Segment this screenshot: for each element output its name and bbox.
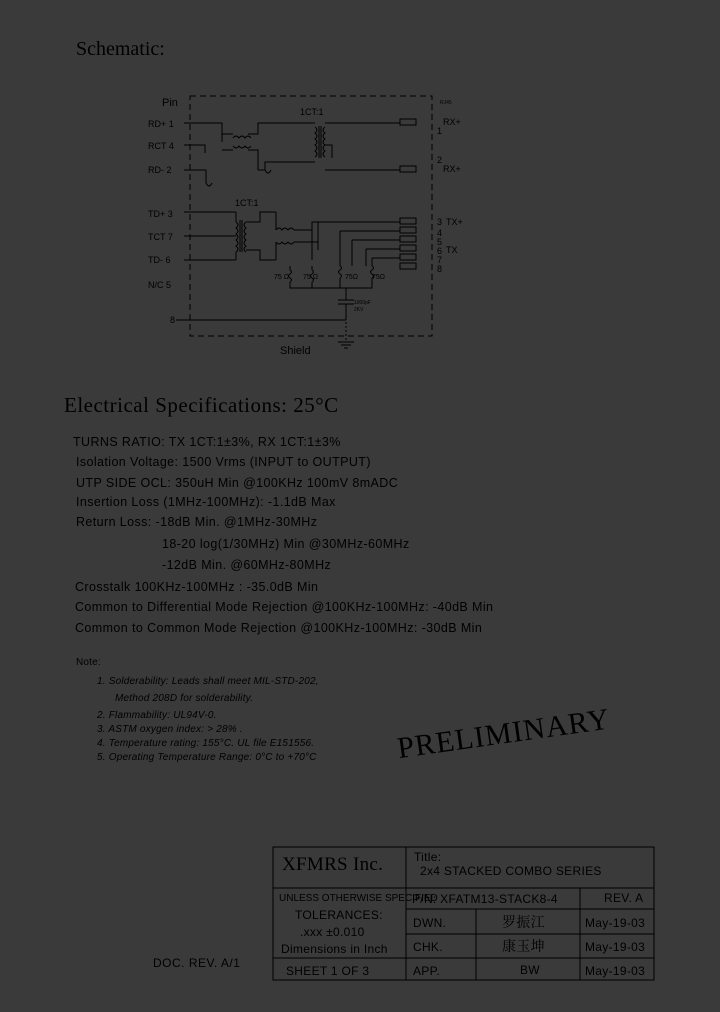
- checked-date: May-19-03: [585, 940, 646, 954]
- ratio-top-label: 1CT:1: [300, 107, 324, 117]
- spec-line: Common to Common Mode Rejection @100KHz-100MHz: -30dB Min: [75, 621, 483, 635]
- approved-by: BW: [520, 963, 540, 977]
- rx-choke-coil: [233, 136, 251, 138]
- drawing-title: 2x4 STACKED COMBO SERIES: [420, 864, 602, 878]
- rx-choke-coil: [233, 146, 251, 148]
- pin-label: RCT 4: [148, 141, 174, 151]
- rj45-contact: [400, 218, 416, 224]
- pin-label: TD+ 3: [148, 209, 173, 219]
- rj45-pin-number: 7: [437, 255, 443, 265]
- tolerances-label: TOLERANCES:: [295, 908, 383, 922]
- spec-line: UTP SIDE OCL: 350uH Min @100KHz 100mV 8mADC: [76, 476, 399, 490]
- approved-date: May-19-03: [585, 964, 646, 978]
- module-outline: [190, 96, 432, 336]
- resistor-label: 75Ω: [345, 274, 359, 281]
- pin-label: TCT 7: [148, 232, 173, 242]
- sheet-number: SHEET 1 OF 3: [286, 964, 370, 978]
- note-item: 3. ASTM oxygen index: > 28% .: [97, 724, 243, 735]
- spec-line: Crosstalk 100KHz-100MHz : -35.0dB Min: [75, 580, 319, 594]
- termination-wires: [290, 231, 372, 270]
- note-item: 5. Operating Temperature Range: 0°C to +70°C: [97, 752, 317, 763]
- title-label: Title:: [414, 850, 442, 864]
- checked-label: CHK.: [413, 940, 443, 954]
- document-revision: DOC. REV. A/1: [153, 956, 241, 970]
- spec-line: 18-20 log(1/30MHz) Min @30MHz-60MHz: [162, 537, 410, 551]
- rj45-contact: [400, 245, 416, 251]
- spec-line: Return Loss: -18dB Min. @1MHz-30MHz: [76, 515, 318, 529]
- pin-header: Pin: [162, 97, 178, 109]
- checked-by: 康玉坤: [502, 938, 545, 954]
- rj45-pin-label: RX+: [443, 117, 461, 127]
- revision: REV. A: [604, 891, 644, 905]
- pin-label: N/C 5: [148, 280, 172, 290]
- rj45-pin-number: 6: [437, 246, 443, 256]
- rj45-pin-label: TX+: [446, 217, 463, 227]
- rj45-pin-number: 4: [437, 228, 443, 238]
- ratio-bottom-label: 1CT:1: [235, 198, 259, 208]
- note-item: Method 208D for solderability.: [115, 693, 254, 704]
- resistor-symbol: [289, 266, 374, 282]
- rj45-contact: [400, 263, 416, 269]
- rj45-pin-number: 1: [437, 126, 443, 136]
- rj45-contact: [400, 119, 416, 125]
- tx-output-wires: [276, 212, 400, 260]
- rj45-pin-label: TX: [446, 245, 458, 255]
- rx-wires: [222, 123, 315, 170]
- drawn-date: May-19-03: [585, 916, 646, 930]
- tolerance-value: .xxx ±0.010: [300, 925, 365, 939]
- electrical-heading: Electrical Specifications: 25°C: [64, 393, 339, 417]
- rj45-pin-number: 2: [437, 155, 443, 165]
- rj45-contact: [400, 254, 416, 260]
- rj45-pin-label: RX+: [443, 164, 461, 174]
- ground-symbol: [338, 342, 354, 348]
- wire-crossover: [206, 170, 271, 186]
- drawn-by: 罗振江: [502, 914, 545, 930]
- termination-wires: [340, 231, 400, 258]
- rj45-pin-number: 8: [437, 264, 443, 274]
- resistor-label: 75Ω: [372, 274, 386, 281]
- rx-output-wires: [258, 123, 400, 170]
- spec-line: Common to Differential Mode Rejection @100KHz-100MHz: -40dB Min: [75, 600, 494, 614]
- rj45-contact: [400, 166, 416, 172]
- company-name: XFMRS Inc.: [282, 854, 384, 875]
- note-item: 2. Flammability: UL94V-0.: [97, 710, 217, 721]
- spec-line: -12dB Min. @60MHz-80MHz: [162, 558, 332, 572]
- spec-line: Insertion Loss (1MHz-100MHz): -1.1dB Max: [76, 495, 336, 509]
- rj45-contact: [400, 236, 416, 242]
- tx-transformer-primary: [236, 222, 238, 252]
- spec-line: TURNS RATIO: TX 1CT:1±3%, RX 1CT:1±3%: [73, 435, 341, 449]
- spec-line: Isolation Voltage: 1500 Vrms (INPUT to OUTPUT): [76, 455, 371, 469]
- pin-label: TD- 6: [148, 255, 171, 265]
- tx-transformer-secondary: [244, 222, 246, 252]
- ground-wire: [176, 304, 346, 320]
- note-item: 4. Temperature rating: 155°C. UL file E151556.: [97, 738, 315, 749]
- schematic-heading: Schematic:: [76, 38, 165, 60]
- pin-label: RD+ 1: [148, 119, 174, 129]
- resistor-label: 75 Ω: [303, 274, 318, 281]
- note-item: 1. Solderability: Leads shall meet MIL-STD-202,: [97, 676, 319, 687]
- dimensions-note: Dimensions in Inch: [281, 942, 388, 956]
- resistor-label: 75 Ω: [274, 274, 289, 281]
- drawn-label: DWN.: [413, 916, 447, 930]
- rx-transformer-secondary: [323, 127, 325, 157]
- rj45-pin-number: 3: [437, 217, 443, 227]
- rj45-label: RJ45: [440, 100, 452, 106]
- tx-choke-coil: [276, 228, 294, 244]
- pin-label: 8: [170, 315, 176, 325]
- part-number: P/N: XFATM13-STACK8-4: [412, 892, 558, 906]
- rj45-contact: [400, 227, 416, 233]
- tx-input-wires: [184, 212, 236, 260]
- unless-specified: UNLESS OTHERWISE SPECIFIED: [279, 893, 438, 904]
- pin-label: RD- 2: [148, 165, 172, 175]
- approved-label: APP.: [413, 964, 440, 978]
- rx-transformer-primary: [315, 127, 317, 157]
- capacitor-label: 1000pF: [354, 300, 371, 306]
- schematic-diagram: [140, 90, 463, 360]
- shield-label: Shield: [280, 345, 311, 357]
- preliminary-watermark: PRELIMINARY: [395, 702, 613, 766]
- rj45-pin-number: 5: [437, 237, 443, 247]
- capacitor-voltage: 2KV: [354, 307, 364, 313]
- notes-heading: Note:: [76, 657, 101, 668]
